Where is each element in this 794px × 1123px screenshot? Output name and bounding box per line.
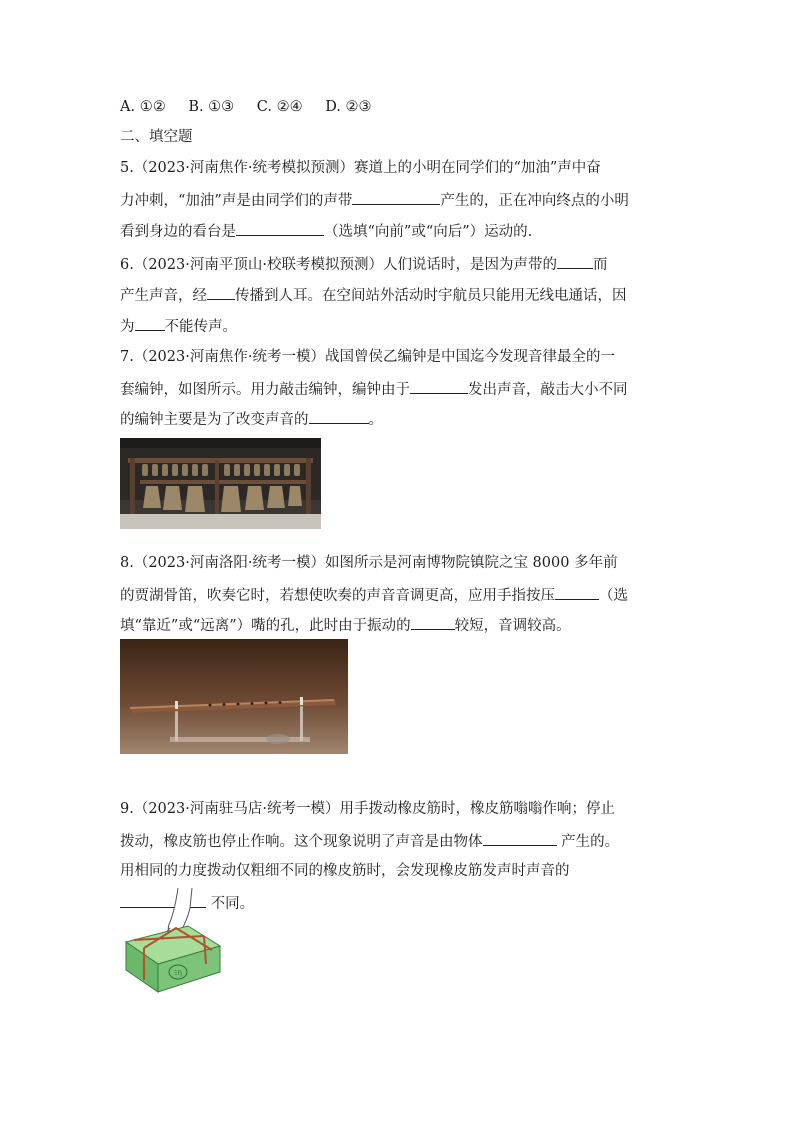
q6-line2 [120,284,680,306]
q5-blank-2[interactable] [236,220,324,236]
q7-line1: 7.（2023·河南焦作·统考一模）战国曾侯乙编钟是中国迄今发现音律最全的一 [120,349,615,365]
q8-text-c: 填“靠近”或“远离”）嘴的孔，此时由于振动的 [120,618,411,634]
q9-blank-1[interactable] [483,830,557,846]
q9-text-a: 拨动，橡皮筋也停止作响。这个现象说明了声音是由物体 [120,834,483,850]
q5-blank-1[interactable] [352,189,440,205]
q7-text-c: 的编钟主要是为了改变声音的 [120,412,309,428]
q5-line2 [120,189,680,211]
q6-text-c: 产生声音，经 [120,288,207,304]
q8-blank-1[interactable] [555,584,599,600]
q8-text-d: 较短，音调较高。 [454,618,571,634]
q7-blank-1[interactable] [410,378,468,394]
options-row [120,97,680,117]
q9-line2 [120,830,680,852]
q6-blank-2[interactable] [207,284,235,300]
q9-line1: 9.（2023·河南驻马店·统考一模）用手拨动橡皮筋时，橡皮筋嗡嗡作响；停止 [120,801,615,817]
q5-text-d: （选填“向前”或“向后”）运动的. [324,224,533,240]
q6-text-b: 而 [592,257,608,273]
q7-text-a: 套编钟，如图所示。用力敲击编钟，编钟由于 [120,382,410,398]
q5-text-c: 看到身边的看台是 [120,224,236,240]
q7-line2 [120,378,680,400]
bianzhong-bells-image [120,438,321,529]
q8-blank-2[interactable] [411,614,455,630]
option-c: C. ②④ [256,99,303,115]
q6-text-d: 传播到人耳。在空间站外活动时宇航员只能用无线电通话，因 [235,288,627,304]
q6-line3 [120,315,680,337]
q8-line1: 8.（2023·河南洛阳·统考一模）如图所示是河南博物院镇院之宝 8000 多年前 [120,555,618,571]
q9-text-c: 不同。 [210,896,255,912]
q6-text-a: 6.（2023·河南平顶山·校联考模拟预测）人们说话时，是因为声带的 [120,257,557,273]
option-a: A. ①② [120,99,166,115]
q5-line1: 5.（2023·河南焦作·统考模拟预测）赛道上的小明在同学们的“加油”声中奋 [120,160,601,176]
option-b: B. ①③ [188,99,235,115]
q6-blank-3[interactable] [135,315,165,331]
q8-line3 [120,614,680,636]
q6-blank-1[interactable] [557,253,593,269]
q7-text-d: 。 [368,412,383,428]
q7-blank-2[interactable] [309,408,369,424]
q6-line1 [120,253,680,275]
q6-text-e: 为 [120,319,135,335]
q6-text-f: 不能传声。 [164,319,237,335]
q5-line3 [120,220,680,242]
option-d: D. ②③ [325,99,372,115]
q7-text-b: 发出声音，敲击大小不同 [468,382,628,398]
box-logo-text: ΞŊ [173,970,183,977]
q8-text-b: （选 [599,588,628,604]
section-title: 二、填空题 [120,129,193,145]
q5-text-b: 产生的，正在冲向终点的小明 [440,193,629,209]
bone-flute-image [120,639,348,754]
q8-text-a: 的贾湖骨笛，吹奏它时，若想使吹奏的声音音调更高，应用手指按压 [120,588,555,604]
q7-line3 [120,408,680,430]
q9-line3: 用相同的力度拨动仅粗细不同的橡皮筋时，会发现橡皮筋发声时声音的 [120,863,570,879]
q5-text-a: 力冲刺，“加油”声是由同学们的声带 [120,193,353,209]
q8-line2 [120,584,680,606]
q9-text-b: 产生的。 [561,834,620,850]
rubber-band-box-image [120,888,226,998]
